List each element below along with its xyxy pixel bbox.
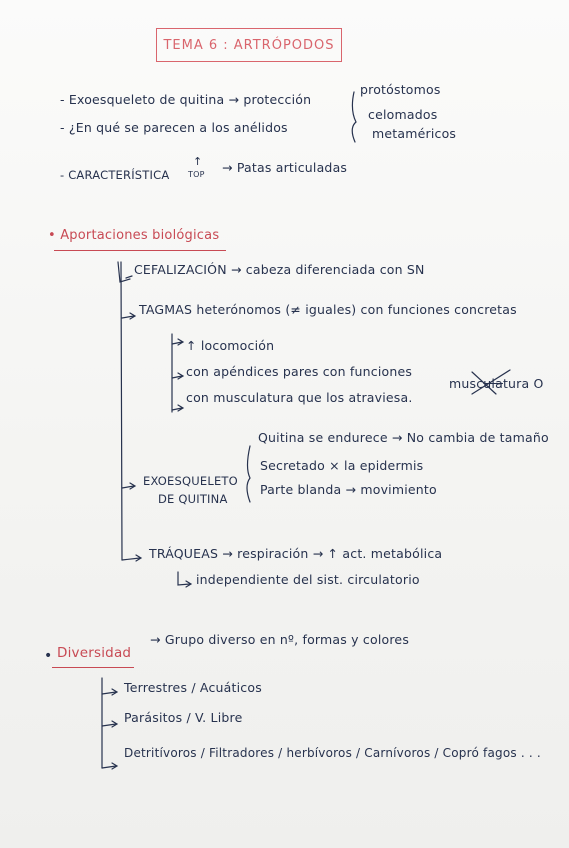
note-prefix: musc (449, 376, 484, 391)
patas-articuladas: → Patas articuladas (222, 160, 348, 175)
top-arrow: ↑ (193, 155, 203, 168)
quitina-endurece: Quitina se endurece → No cambia de tamaño (258, 430, 549, 445)
exoesqueleto-label-2: DE QUITINA (158, 492, 228, 506)
diversidad-bullet: • (44, 648, 53, 664)
tagmas-locomocion: ↑ locomoción (186, 338, 275, 353)
trait-protostomos: protóstomos (360, 82, 441, 97)
parte-blanda: Parte blanda → movimiento (260, 482, 437, 497)
intro-line-exoesqueleto: - Exoesqueleto de quitina → protección (60, 92, 312, 107)
traqueas-independiente: independiente del sist. circulatorio (196, 572, 420, 587)
diversidad-heading: Diversidad (57, 645, 132, 661)
diversidad-vida: Parásitos / V. Libre (124, 710, 243, 725)
diversidad-desc: → Grupo diverso en nº, formas y colores (150, 632, 410, 647)
trait-metamericos: metaméricos (372, 126, 457, 141)
diversidad-habitat: Terrestres / Acuáticos (124, 680, 262, 695)
traqueas: TRÁQUEAS → respiración → ↑ act. metabólica (149, 546, 443, 561)
trait-celomados: celomados (368, 107, 438, 122)
tagmas-apendices: con apéndices pares con funciones (186, 364, 413, 379)
note-crossed-out: ula (483, 376, 503, 391)
note-suffix: tura O (502, 376, 544, 391)
diversidad-alimentacion: Detritívoros / Filtradores / herbívoros / Carnívoros / Copró fagos . . . (124, 746, 541, 760)
top-label: TOP (188, 170, 205, 179)
intro-line-anelidos: - ¿En qué se parecen a los anélidos (60, 120, 288, 135)
tagmas: TAGMAS heterónomos (≠ iguales) con funciones concretas (139, 302, 517, 317)
tagmas-musculatura: con musculatura que los atraviesa. (186, 390, 413, 405)
cefalizacion: CEFALIZACIÓN → cabeza diferenciada con SN (134, 262, 425, 277)
caracteristica-label: - CARACTERÍSTICA (60, 168, 170, 182)
secretado-epidermis: Secretado × la epidermis (260, 458, 424, 473)
aportaciones-heading: • Aportaciones biológicas (48, 228, 220, 243)
title-text: TEMA 6 : ARTRÓPODOS (163, 37, 335, 53)
exoesqueleto-label-1: EXOESQUELETO (143, 474, 238, 488)
